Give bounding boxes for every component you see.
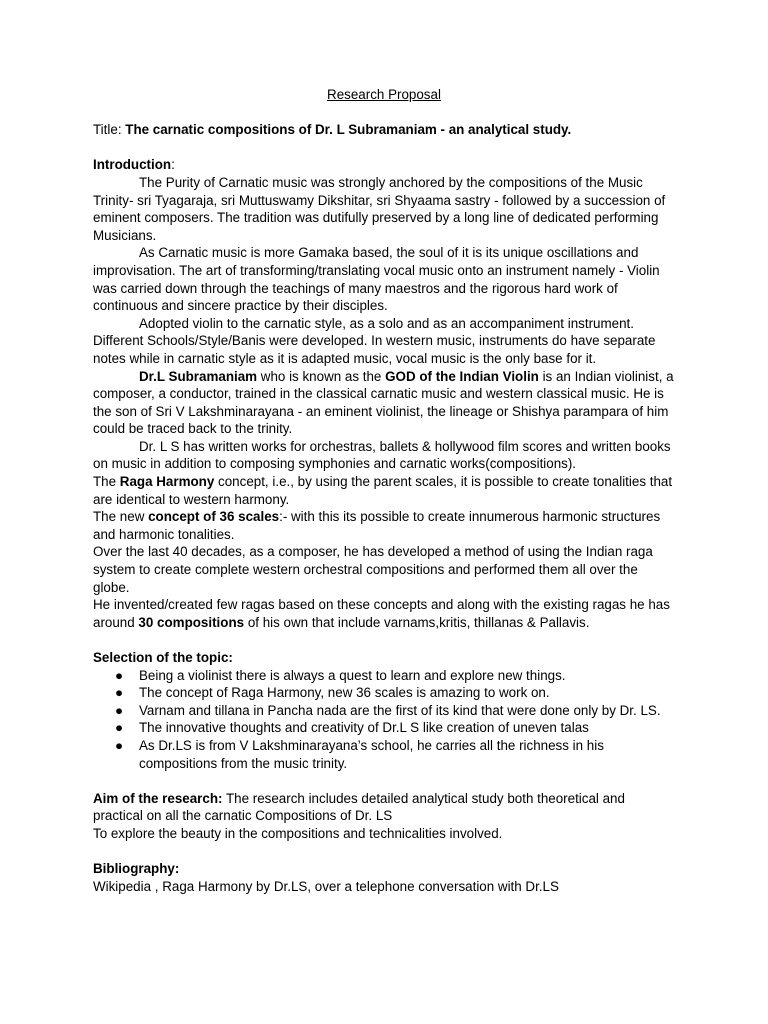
bullet-icon: ● bbox=[115, 685, 124, 701]
document-title: Research Proposal bbox=[327, 87, 441, 102]
bullet-icon: ● bbox=[115, 737, 124, 753]
aim-paragraph: Aim of the research: The research includes detailed analytical study both theoretical and practical on all the carnatic Compositions of Dr. LS bbox=[93, 790, 625, 824]
bibliography-text: Wikipedia , Raga Harmony by Dr.LS, over a telephone conversation with Dr.LS bbox=[93, 878, 559, 894]
bullet-icon: ● bbox=[115, 720, 124, 736]
bullet-icon: ● bbox=[115, 667, 124, 683]
document-body bbox=[93, 86, 675, 895]
intro-paragraph-4: Dr.L Subramaniam who is known as the GOD of the Indian Violin is an Indian violinist, a composer, a conductor, trained in the classical carnatic music and western classical music. He is the son of Sri V Lakshminarayana - an eminent violinist, the lineage or Shishya parampara of him could be traced back to the trinity. bbox=[93, 368, 674, 437]
intro-paragraph-7: The new concept of 36 scales:- with this its possible to create innumerous harmonic structures and harmonic tonalities. bbox=[93, 509, 661, 542]
intro-paragraph-8: Over the last 40 decades, as a composer, he has developed a method of using the Indian raga system to create complete western orchestral compositions and performed them all over the globe. bbox=[93, 544, 653, 595]
list-item: ● Varnam and tillana in Pancha nada are the first of its kind that were done only by Dr. LS. bbox=[115, 702, 661, 718]
intro-paragraph-2: As Carnatic music is more Gamaka based, the soul of it is its unique oscillations and improvisation. The art of transforming/translating vocal music onto an instrument namely - Violin was carried down through the teachings of many maestros and the rigorous hard work of continuous and sincere practice by their disciples. bbox=[93, 245, 660, 314]
bibliography-heading: Bibliography: bbox=[93, 861, 180, 877]
proposal-title: The carnatic compositions of Dr. L Subramaniam - an analytical study. bbox=[125, 122, 572, 138]
aim-heading: Aim of the research: bbox=[93, 790, 223, 806]
intro-paragraph-9: He invented/created few ragas based on these concepts and along with the existing ragas he has around 30 compositions of his own that include varnams,kritis, thillanas & Pallavis. bbox=[93, 597, 670, 630]
list-item: ● Being a violinist there is always a quest to learn and explore new things. bbox=[115, 667, 566, 683]
list-item: ● As Dr.LS is from V Lakshminarayana’s school, he carries all the richness in his compositions from the music trinity. bbox=[115, 737, 604, 771]
intro-paragraph-1: The Purity of Carnatic music was strongly anchored by the compositions of the Music Trinity- sri Tyagaraja, sri Muttuswamy Dikshitar, sri Shyaama sastry - followed by a succession of eminent composers. The tradition was dutifully preserved by a long line of dedicated performing Musicians. bbox=[93, 174, 666, 243]
title-label: Title bbox=[93, 122, 118, 138]
intro-paragraph-6: The Raga Harmony concept, i.e., by using the parent scales, it is possible to create tonalities that are identical to western harmony. bbox=[93, 474, 673, 507]
list-item: ● The innovative thoughts and creativity of Dr.L S like creation of uneven talas bbox=[115, 720, 589, 736]
list-item: ● The concept of Raga Harmony, new 36 scales is amazing to work on. bbox=[115, 685, 550, 701]
aim-paragraph-2: To explore the beauty in the compositions and technicalities involved. bbox=[93, 825, 503, 841]
selection-heading: Selection of the topic: bbox=[93, 650, 233, 665]
intro-paragraph-5: Dr. L S has written works for orchestras, ballets & hollywood film scores and written books on music in addition to composing symphonies and carnatic works(compositions). bbox=[93, 438, 671, 472]
intro-paragraph-3: Adopted violin to the carnatic style, as a solo and as an accompaniment instrument. Different Schools/Style/Banis were developed. In western music, instruments do have separate notes while in carnatic style as it is adapted music, vocal music is the only base for it. bbox=[93, 315, 656, 366]
selection-list bbox=[93, 667, 675, 773]
introduction-heading: Introduction: bbox=[93, 157, 175, 173]
bullet-icon: ● bbox=[115, 702, 124, 718]
title-line: Title: The carnatic compositions of Dr. L Subramaniam - an analytical study. bbox=[93, 122, 572, 138]
